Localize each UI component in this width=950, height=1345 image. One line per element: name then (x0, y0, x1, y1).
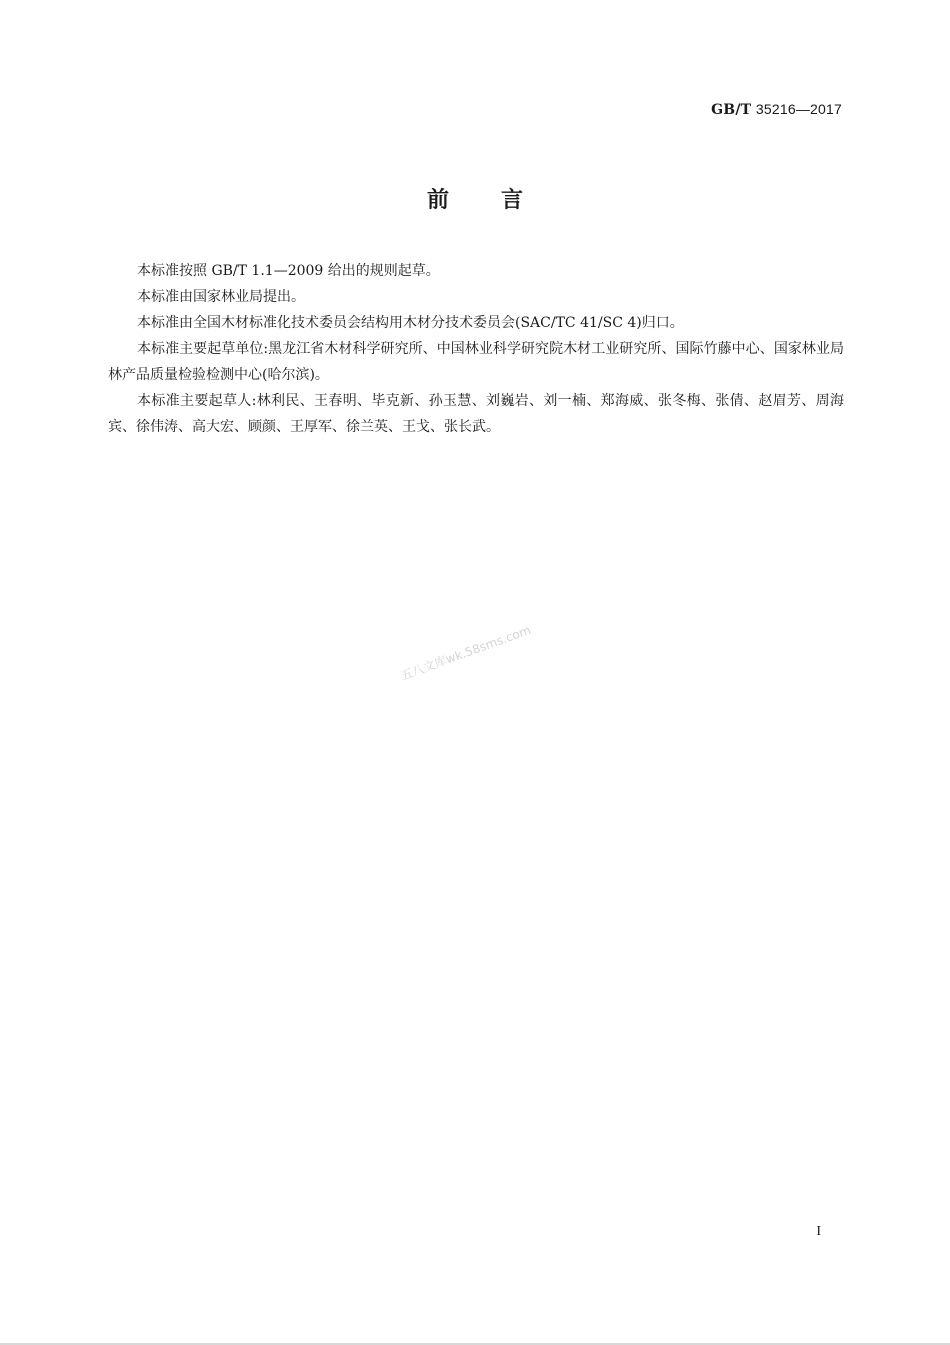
foreword-body (108, 258, 844, 440)
paragraph-drafters: 本标准主要起草人:林利民、王春明、毕克新、孙玉慧、刘巍岩、刘一楠、郑海威、张冬梅、张倩、赵眉芳、周海宾、徐伟涛、高大宏、顾颜、王厚军、徐兰英、王戈、张长武。 (108, 393, 844, 435)
paragraph-proposer: 本标准由国家林业局提出。 (137, 289, 305, 305)
page-title: 前言 (426, 188, 575, 213)
watermark: 五八文库wk.58sms.com (398, 622, 533, 684)
paragraph-administration: 本标准由全国木材标准化技术委员会结构用木材分技术委员会(SAC/TC 41/SC 4)归口。 (137, 315, 684, 331)
page-number: I (816, 1224, 821, 1239)
standard-code: GB/T (711, 102, 752, 118)
standard-year-number: 35216—2017 (755, 101, 842, 117)
paragraph-drafting-units: 本标准主要起草单位:黑龙江省木材科学研究所、中国林业科学研究院木材工业研究所、国际竹藤中心、国家林业局林产品质量检验检测中心(哈尔滨)。 (108, 341, 844, 383)
standard-number (711, 101, 842, 118)
paragraph-drafting-rules: 本标准按照 GB/T 1.1—2009 给出的规则起草。 (137, 263, 440, 279)
